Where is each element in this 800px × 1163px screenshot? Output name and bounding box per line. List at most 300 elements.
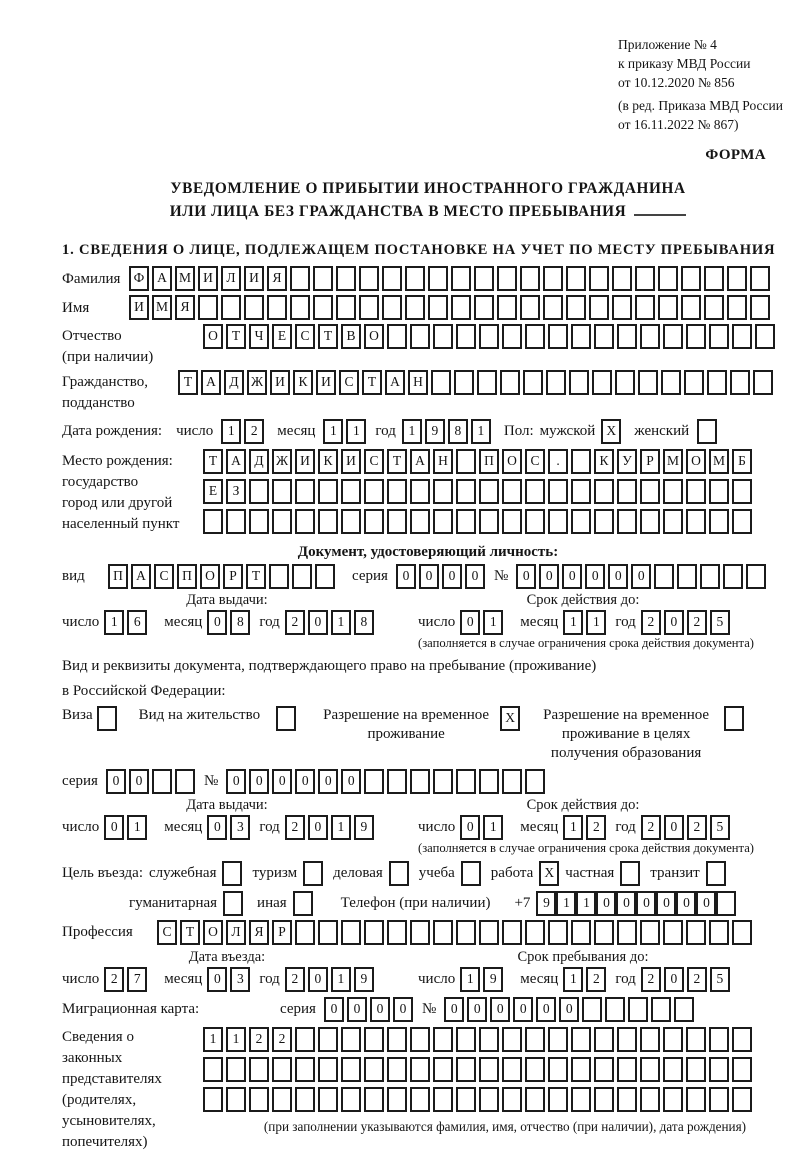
char-cell: 0	[308, 967, 328, 992]
char-cell: К	[594, 449, 614, 474]
year-label: год	[375, 423, 396, 440]
char-cell	[525, 920, 545, 945]
char-cell: 0	[419, 564, 439, 589]
purpose-private-checkbox	[620, 861, 640, 886]
char-cell: 1	[556, 891, 576, 916]
char-cell	[571, 1057, 591, 1082]
char-cell: 1	[576, 891, 596, 916]
profession-cells	[157, 920, 755, 945]
char-cell: .	[548, 449, 568, 474]
char-cell	[295, 1027, 315, 1052]
char-cell	[341, 1087, 361, 1112]
doc-number-label: №	[493, 568, 509, 585]
purpose-other-checkbox	[293, 891, 313, 916]
char-cell: Н	[408, 370, 428, 395]
char-cell	[477, 370, 497, 395]
char-cell: О	[203, 920, 223, 945]
purpose-commercial-checkbox	[389, 861, 409, 886]
char-cell	[433, 1057, 453, 1082]
char-cell	[410, 324, 430, 349]
identity-doc-heading: Документ, удостоверяющий личность:	[297, 544, 559, 561]
char-cell	[272, 1057, 292, 1082]
char-cell	[295, 479, 315, 504]
residence-issue-year-cells	[285, 815, 377, 840]
phone-prefix: +7	[514, 895, 531, 912]
char-cell: 1	[346, 419, 366, 444]
char-cell: 0	[226, 769, 246, 794]
char-cell	[502, 1057, 522, 1082]
doc-kind-label: вид	[62, 568, 85, 585]
char-cell	[479, 479, 499, 504]
char-cell	[594, 1087, 614, 1112]
char-cell	[732, 479, 752, 504]
char-cell: Ж	[247, 370, 267, 395]
char-cell	[502, 920, 522, 945]
char-cell	[500, 370, 520, 395]
option-temp-residence-education: Разрешение на временное проживание в целях получения образования	[536, 706, 744, 763]
char-cell	[295, 1057, 315, 1082]
char-cell	[456, 1057, 476, 1082]
char-cell	[272, 509, 292, 534]
char-cell: 9	[354, 815, 374, 840]
char-cell	[456, 1087, 476, 1112]
appendix-note	[618, 36, 794, 134]
char-cell	[640, 479, 660, 504]
char-cell	[433, 479, 453, 504]
char-cell	[502, 509, 522, 534]
name-cells	[129, 295, 773, 320]
char-cell: 8	[448, 419, 468, 444]
char-cell: 0	[631, 564, 651, 589]
char-cell	[292, 564, 312, 589]
residence-issue-block: Дата выдачи: число 0 1 месяц 0 3 год 2 0 1 9	[62, 796, 414, 856]
char-cell: И	[316, 370, 336, 395]
char-cell	[497, 295, 517, 320]
char-cell	[681, 266, 701, 291]
issue-year-cells	[285, 610, 377, 635]
char-cell: И	[244, 266, 264, 291]
char-cell: 1	[203, 1027, 223, 1052]
char-cell: 7	[127, 967, 147, 992]
char-cell	[456, 509, 476, 534]
patronymic-row	[62, 324, 794, 368]
char-cell	[387, 1057, 407, 1082]
char-cell	[336, 295, 356, 320]
guardians-cells	[203, 1027, 755, 1117]
doc-kind-cells	[108, 564, 338, 589]
char-cell: Е	[203, 479, 223, 504]
char-cell: И	[295, 449, 315, 474]
residence-series-label: серия	[62, 773, 98, 790]
char-cell: 2	[586, 967, 606, 992]
char-cell: О	[200, 564, 220, 589]
char-cell: К	[293, 370, 313, 395]
char-cell: Т	[318, 324, 338, 349]
char-cell: Е	[272, 324, 292, 349]
char-cell	[525, 1027, 545, 1052]
char-cell	[663, 324, 683, 349]
char-cell	[175, 769, 195, 794]
char-cell: 0	[347, 997, 367, 1022]
purpose-tourism-checkbox	[303, 861, 323, 886]
migration-number-cells	[444, 997, 697, 1022]
char-cell	[433, 769, 453, 794]
char-cell	[428, 266, 448, 291]
purpose-work-checkbox: X	[539, 861, 559, 886]
char-cell	[543, 266, 563, 291]
char-cell: 0	[516, 564, 536, 589]
char-cell	[364, 1057, 384, 1082]
char-cell: 0	[596, 891, 616, 916]
phone-label: Телефон (при наличии)	[340, 895, 491, 912]
char-cell: 3	[230, 967, 250, 992]
name-row	[62, 295, 794, 320]
char-cell	[382, 295, 402, 320]
identity-doc-dates	[62, 591, 794, 651]
char-cell: 0	[656, 891, 676, 916]
char-cell: И	[341, 449, 361, 474]
char-cell	[548, 920, 568, 945]
title-line1: УВЕДОМЛЕНИЕ О ПРИБЫТИИ ИНОСТРАННОГО ГРАЖДАНИНА	[170, 180, 686, 198]
char-cell	[686, 1027, 706, 1052]
char-cell	[663, 509, 683, 534]
char-cell	[244, 295, 264, 320]
char-cell: 2	[285, 610, 305, 635]
char-cell	[364, 509, 384, 534]
char-cell	[479, 1027, 499, 1052]
char-cell	[750, 266, 770, 291]
entry-dates	[62, 948, 794, 992]
char-cell: Р	[640, 449, 660, 474]
char-cell	[387, 509, 407, 534]
char-cell: Я	[267, 266, 287, 291]
char-cell: Ф	[129, 266, 149, 291]
char-cell	[456, 324, 476, 349]
char-cell: 0	[444, 997, 464, 1022]
char-cell	[410, 1087, 430, 1112]
char-cell	[479, 324, 499, 349]
char-cell	[313, 295, 333, 320]
profession-label: Профессия	[62, 924, 133, 941]
char-cell	[635, 295, 655, 320]
residence-number-label: №	[203, 773, 219, 790]
char-cell	[456, 449, 476, 474]
char-cell	[709, 1027, 729, 1052]
char-cell	[612, 266, 632, 291]
char-cell: П	[108, 564, 128, 589]
char-cell	[318, 920, 338, 945]
char-cell: Л	[221, 266, 241, 291]
char-cell	[612, 295, 632, 320]
char-cell: О	[502, 449, 522, 474]
issue-month-cells	[207, 610, 253, 635]
sex-male-checkbox: X	[601, 419, 621, 444]
birth-place-cells-row2	[203, 479, 755, 504]
char-cell: 0	[696, 891, 716, 916]
residence-number-cells	[226, 769, 548, 794]
char-cell	[640, 1087, 660, 1112]
char-cell: А	[226, 449, 246, 474]
char-cell: М	[709, 449, 729, 474]
char-cell: 0	[465, 564, 485, 589]
char-cell	[520, 295, 540, 320]
char-cell: 1	[471, 419, 491, 444]
char-cell	[663, 1087, 683, 1112]
char-cell: Т	[203, 449, 223, 474]
char-cell	[571, 449, 591, 474]
char-cell	[571, 509, 591, 534]
char-cell: 0	[207, 815, 227, 840]
char-cell	[295, 509, 315, 534]
identity-issue-block: Дата выдачи: число 1 6 месяц 0 8 год 2 0 1 8	[62, 591, 414, 651]
char-cell	[269, 564, 289, 589]
char-cell	[753, 370, 773, 395]
char-cell	[571, 1027, 591, 1052]
day-label: число	[176, 423, 214, 440]
char-cell: 0	[207, 610, 227, 635]
char-cell	[750, 295, 770, 320]
char-cell	[290, 266, 310, 291]
char-cell	[295, 1087, 315, 1112]
char-cell: И	[129, 295, 149, 320]
entry-date-block: Дата въезда: число 2 7 месяц 0 3 год 2 0 1 9	[62, 948, 414, 992]
char-cell	[700, 564, 720, 589]
char-cell: Р	[272, 920, 292, 945]
surname-label: Фамилия	[62, 271, 121, 288]
char-cell: 0	[272, 769, 292, 794]
issue-heading: Дата выдачи:	[186, 592, 268, 609]
char-cell: Т	[226, 324, 246, 349]
char-cell	[523, 370, 543, 395]
char-cell: Я	[175, 295, 195, 320]
char-cell	[525, 1057, 545, 1082]
char-cell	[704, 266, 724, 291]
char-cell	[410, 479, 430, 504]
char-cell: 5	[710, 967, 730, 992]
char-cell	[272, 479, 292, 504]
char-cell	[152, 769, 172, 794]
char-cell	[569, 370, 589, 395]
char-cell: 1	[331, 967, 351, 992]
citizenship-sublabel: подданство	[62, 395, 135, 412]
amendment-line: от 16.11.2022 № 867)	[618, 116, 739, 132]
char-cell	[732, 324, 752, 349]
char-cell: 1	[402, 419, 422, 444]
char-cell: 0	[341, 769, 361, 794]
birth-date-label: Дата рождения:	[62, 423, 163, 440]
char-cell	[525, 509, 545, 534]
char-cell	[451, 295, 471, 320]
char-cell: П	[177, 564, 197, 589]
visit-purpose-row1: Цель въезда: служебная туризм деловая учеба работа X частная транзит	[62, 861, 794, 886]
char-cell	[617, 920, 637, 945]
char-cell	[497, 266, 517, 291]
char-cell	[548, 1087, 568, 1112]
birth-year-cells	[402, 419, 494, 444]
char-cell	[336, 266, 356, 291]
char-cell	[520, 266, 540, 291]
residence-doc-series-row	[62, 769, 794, 794]
char-cell	[387, 769, 407, 794]
char-cell: О	[203, 324, 223, 349]
char-cell	[594, 479, 614, 504]
char-cell: 0	[676, 891, 696, 916]
char-cell: З	[226, 479, 246, 504]
char-cell	[686, 1087, 706, 1112]
char-cell	[474, 266, 494, 291]
char-cell: Т	[246, 564, 266, 589]
char-cell	[723, 564, 743, 589]
char-cell	[658, 266, 678, 291]
char-cell	[684, 370, 704, 395]
guardians-cells-row3	[203, 1087, 755, 1112]
char-cell: 2	[586, 815, 606, 840]
char-cell	[226, 509, 246, 534]
sex-female-label: женский	[634, 423, 690, 440]
char-cell	[341, 1027, 361, 1052]
char-cell	[566, 266, 586, 291]
char-cell: 2	[641, 815, 661, 840]
char-cell	[405, 295, 425, 320]
guardians-cells-row1	[203, 1027, 755, 1052]
char-cell	[661, 370, 681, 395]
char-cell: С	[525, 449, 545, 474]
birth-date-row	[62, 419, 794, 444]
char-cell	[387, 1027, 407, 1052]
migration-number-label: №	[421, 1001, 437, 1018]
char-cell	[387, 1087, 407, 1112]
char-cell	[433, 920, 453, 945]
char-cell: 0	[636, 891, 656, 916]
char-cell: Т	[178, 370, 198, 395]
char-cell: 9	[536, 891, 556, 916]
char-cell: 2	[104, 967, 124, 992]
char-cell	[249, 509, 269, 534]
char-cell	[433, 1087, 453, 1112]
char-cell	[456, 769, 476, 794]
char-cell: 1	[323, 419, 343, 444]
char-cell	[727, 295, 747, 320]
char-cell: 2	[687, 967, 707, 992]
char-cell	[709, 1087, 729, 1112]
residence-valid-note: (заполняется в случае ограничения срока действия документа)	[418, 841, 754, 856]
char-cell	[640, 920, 660, 945]
char-cell	[686, 1057, 706, 1082]
option-temp-residence: Разрешение на временное проживание X	[320, 706, 520, 744]
char-cell: 1	[226, 1027, 246, 1052]
residence-valid-block: Срок действия до: число 0 1 месяц 1 2 год 2 0 2 5 (заполняется в случае ограничения срока действия документа)	[418, 796, 800, 856]
char-cell: 2	[687, 610, 707, 635]
char-cell: А	[201, 370, 221, 395]
citizenship-label: Гражданство, подданство	[62, 370, 178, 414]
char-cell: 0	[370, 997, 390, 1022]
purpose-business-checkbox	[222, 861, 242, 886]
char-cell: 0	[249, 769, 269, 794]
char-cell	[433, 324, 453, 349]
entry-day-cells	[104, 967, 150, 992]
residence-valid-month-cells	[563, 815, 609, 840]
char-cell	[221, 295, 241, 320]
char-cell	[203, 1087, 223, 1112]
char-cell: У	[617, 449, 637, 474]
char-cell	[640, 1027, 660, 1052]
char-cell: 0	[106, 769, 126, 794]
char-cell	[433, 509, 453, 534]
char-cell	[732, 1057, 752, 1082]
char-cell	[405, 266, 425, 291]
visit-purpose-row2: гуманитарная иная Телефон (при наличии) +7 9 1 1 0 0 0 0 0 0	[129, 891, 794, 916]
char-cell: Б	[732, 449, 752, 474]
char-cell	[290, 295, 310, 320]
char-cell	[502, 1087, 522, 1112]
char-cell	[474, 295, 494, 320]
char-cell	[594, 1057, 614, 1082]
char-cell	[525, 769, 545, 794]
birth-place-label: Место рождения: государство город или другой населенный пункт	[62, 453, 180, 533]
char-cell: А	[410, 449, 430, 474]
char-cell: О	[686, 449, 706, 474]
char-cell: 0	[664, 610, 684, 635]
surname-row	[62, 266, 794, 291]
char-cell	[548, 324, 568, 349]
char-cell	[746, 564, 766, 589]
phone-cells	[536, 891, 736, 916]
char-cell: И	[270, 370, 290, 395]
char-cell	[226, 1087, 246, 1112]
char-cell: 1	[563, 610, 583, 635]
char-cell	[249, 1057, 269, 1082]
char-cell: 0	[308, 815, 328, 840]
residence-issue-day-cells	[104, 815, 150, 840]
patronymic-cells	[203, 324, 778, 349]
guardians-note: (при заполнении указываются фамилия, имя, отчество (при наличии), дата рождения)	[263, 1119, 747, 1135]
title-blank-line	[634, 204, 686, 216]
char-cell	[638, 370, 658, 395]
char-cell: 2	[272, 1027, 292, 1052]
char-cell: 0	[104, 815, 124, 840]
residence-doc-options	[62, 706, 794, 763]
char-cell	[318, 509, 338, 534]
char-cell: 0	[559, 997, 579, 1022]
residence-series-cells	[106, 769, 198, 794]
visit-purpose-label: Цель въезда:	[62, 865, 143, 882]
migration-card-row	[62, 997, 794, 1022]
char-cell	[548, 1057, 568, 1082]
name-label: Имя	[62, 300, 90, 317]
char-cell	[686, 324, 706, 349]
char-cell: 0	[608, 564, 628, 589]
guardians-label: Сведения о законных представителях (родителях, усыновителях, попечителях)	[62, 1029, 162, 1151]
char-cell: 1	[563, 967, 583, 992]
stay-day-cells	[460, 967, 506, 992]
char-cell: 0	[664, 967, 684, 992]
char-cell	[318, 1087, 338, 1112]
char-cell	[479, 1087, 499, 1112]
valid-heading: Срок действия до:	[526, 592, 640, 609]
stay-until-block: Срок пребывания до: число 1 9 месяц 1 2 год 2 0 2 5	[418, 948, 800, 992]
sex-label: Пол:	[503, 423, 534, 440]
char-cell: А	[385, 370, 405, 395]
char-cell	[525, 479, 545, 504]
citizenship-row	[62, 370, 794, 414]
char-cell: 9	[425, 419, 445, 444]
char-cell: 1	[221, 419, 241, 444]
char-cell	[410, 509, 430, 534]
char-cell: Т	[387, 449, 407, 474]
migration-series-label: серия	[280, 1001, 316, 1018]
temp-residence-education-checkbox	[724, 706, 744, 731]
char-cell	[707, 370, 727, 395]
